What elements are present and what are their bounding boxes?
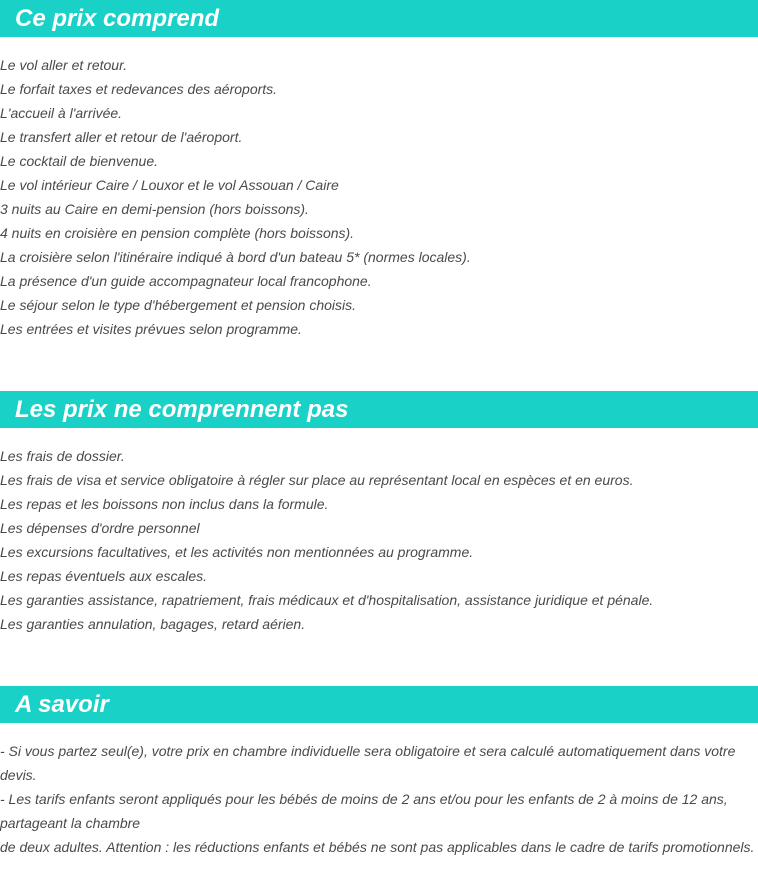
included-item: La présence d'un guide accompagnateur local francophone. bbox=[0, 273, 372, 289]
notes-section-title: A savoir bbox=[15, 691, 109, 718]
excluded-section-header bbox=[0, 391, 758, 428]
included-item: Le vol intérieur Caire / Louxor et le vol Assouan / Caire bbox=[0, 177, 339, 193]
excluded-item: Les garanties assistance, rapatriement, frais médicaux et d'hospitalisation, assistance juridique et pénale. bbox=[0, 592, 654, 608]
notes-paragraph-children-rates: - Les tarifs enfants seront appliqués pour les bébés de moins de 2 ans et/ou pour les enfants de 2 à moins de 12 ans, partageant la chambre bbox=[0, 791, 728, 831]
included-item: Le séjour selon le type d'hébergement et pension choisis. bbox=[0, 297, 357, 313]
excluded-item: Les garanties annulation, bagages, retard aérien. bbox=[0, 616, 306, 632]
notes-paragraph-children-rates-continued: de deux adultes. Attention : les réductions enfants et bébés ne sont pas applicables dans le cadre de tarifs promotionnels. bbox=[0, 839, 755, 855]
excluded-item: Les dépenses d'ordre personnel bbox=[0, 520, 200, 536]
notes-section-header bbox=[0, 686, 758, 723]
excluded-item: Les repas éventuels aux escales. bbox=[0, 568, 208, 584]
excluded-list bbox=[0, 444, 758, 636]
included-item: Le vol aller et retour. bbox=[0, 57, 128, 73]
included-list bbox=[0, 53, 758, 341]
notes-body bbox=[0, 739, 756, 859]
included-section-title: Ce prix comprend bbox=[15, 5, 220, 32]
included-item: L'accueil à l'arrivée. bbox=[0, 105, 123, 121]
included-item: La croisière selon l'itinéraire indiqué à bord d'un bateau 5* (normes locales). bbox=[0, 249, 471, 265]
excluded-item: Les frais de dossier. bbox=[0, 448, 125, 464]
included-item: 3 nuits au Caire en demi-pension (hors boissons). bbox=[0, 201, 309, 217]
notes-paragraph-single-room: - Si vous partez seul(e), votre prix en chambre individuelle sera obligatoire et sera calculé automatiquement dans votre devis. bbox=[0, 743, 736, 783]
excluded-item: Les excursions facultatives, et les activités non mentionnées au programme. bbox=[0, 544, 474, 560]
excluded-item: Les repas et les boissons non inclus dans la formule. bbox=[0, 496, 329, 512]
included-section-header bbox=[0, 0, 758, 37]
excluded-section-title: Les prix ne comprennent pas bbox=[15, 396, 349, 423]
excluded-item: Les frais de visa et service obligatoire à régler sur place au représentant local en espèces et en euros. bbox=[0, 472, 634, 488]
included-item: Les entrées et visites prévues selon programme. bbox=[0, 321, 302, 337]
included-item: Le forfait taxes et redevances des aéroports. bbox=[0, 81, 278, 97]
included-item: Le cocktail de bienvenue. bbox=[0, 153, 158, 169]
included-item: Le transfert aller et retour de l'aéroport. bbox=[0, 129, 243, 145]
included-item: 4 nuits en croisière en pension complète (hors boissons). bbox=[0, 225, 355, 241]
